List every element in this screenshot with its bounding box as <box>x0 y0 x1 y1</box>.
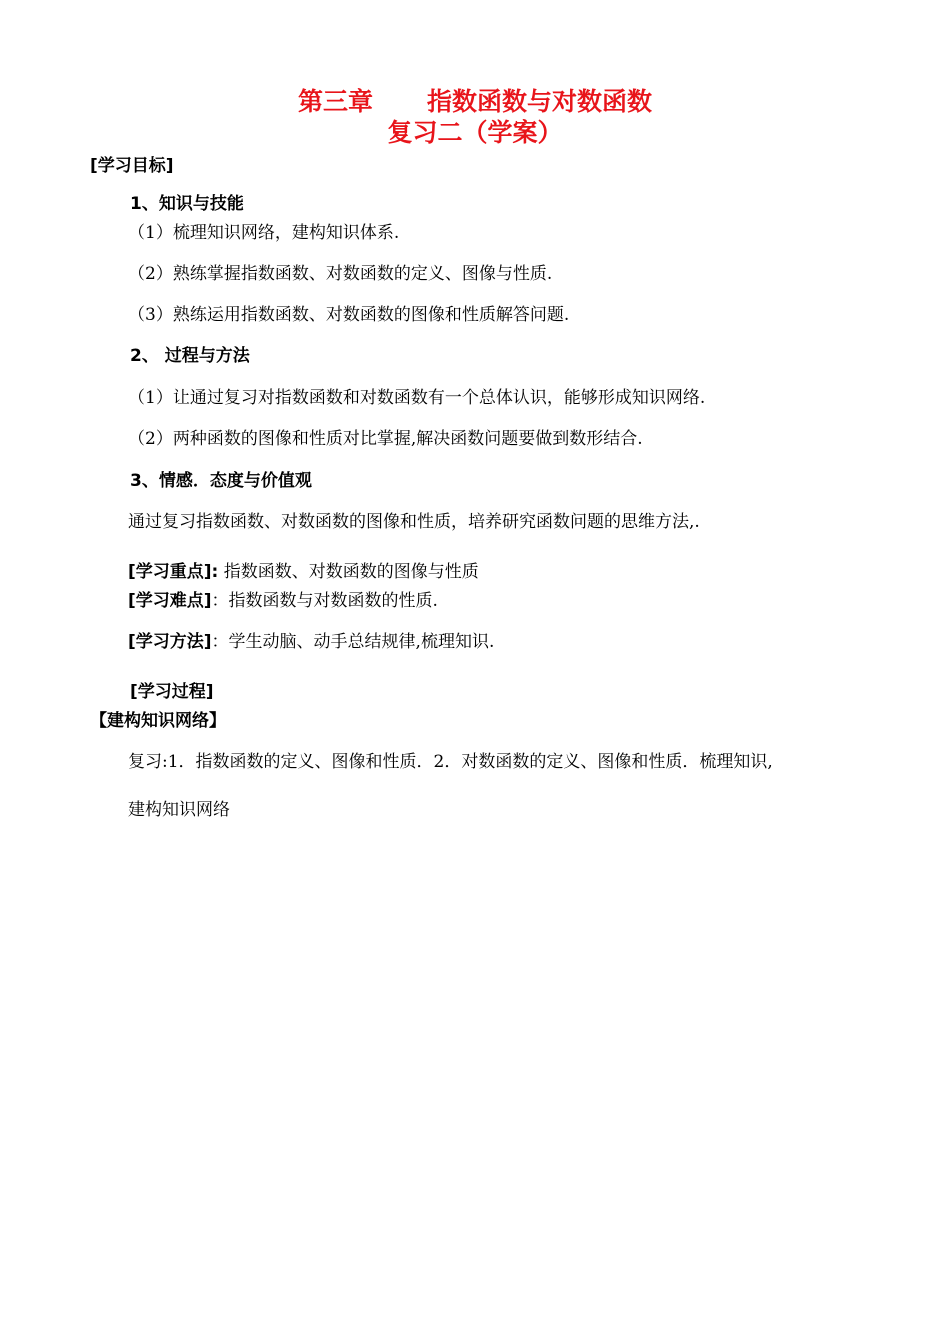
objective-item: （2）熟练掌握指数函数、对数函数的定义、图像与性质. <box>128 264 553 284</box>
method-line <box>128 627 494 652</box>
method-text: ：学生动脑、动手总结规律,梳理知识. <box>211 632 495 652</box>
key-points-text: 指数函数、对数函数的图像与性质 <box>218 562 479 582</box>
network-heading: 【建构知识网络】 <box>90 711 226 731</box>
difficulty-text: ：指数函数与对数函数的性质. <box>211 591 438 611</box>
process-heading: [学习过程] <box>130 682 214 702</box>
key-points-label: [学习重点]: <box>128 562 219 582</box>
objective-item: （2）两种函数的图像和性质对比掌握,解决函数问题要做到数形结合. <box>128 429 643 449</box>
objective-item: 通过复习指数函数、对数函数的图像和性质，培养研究函数问题的思维方法,. <box>128 512 700 532</box>
objective-item: （3）熟练运用指数函数、对数函数的图像和性质解答问题. <box>128 305 570 325</box>
network-line-2: 建构知识网络 <box>128 800 230 820</box>
difficulty-line <box>128 586 438 611</box>
network-line-1: 复习:1．指数函数的定义、图像和性质．2．对数函数的定义、图像和性质．梳理知识, <box>128 752 773 772</box>
key-points-line <box>128 557 479 582</box>
chapter-subtitle: 复习二（学案） <box>387 118 563 147</box>
section-attitude-heading: 3、情感．态度与价值观 <box>130 471 312 491</box>
objectives-heading: [学习目标] <box>90 156 174 176</box>
section-knowledge-heading: 1、知识与技能 <box>130 194 244 214</box>
chapter-topic: 指数函数与对数函数 <box>427 87 653 116</box>
objective-item: （1）梳理知识网络，建构知识体系. <box>128 223 400 243</box>
section-process-heading: 2、 过程与方法 <box>130 346 250 366</box>
difficulty-label: [学习难点] <box>128 591 212 611</box>
method-label: [学习方法] <box>128 632 212 652</box>
chapter-label: 第三章 <box>297 87 373 116</box>
objective-item: （1）让通过复习对指数函数和对数函数有一个总体认识，能够形成知识网络. <box>128 388 706 408</box>
